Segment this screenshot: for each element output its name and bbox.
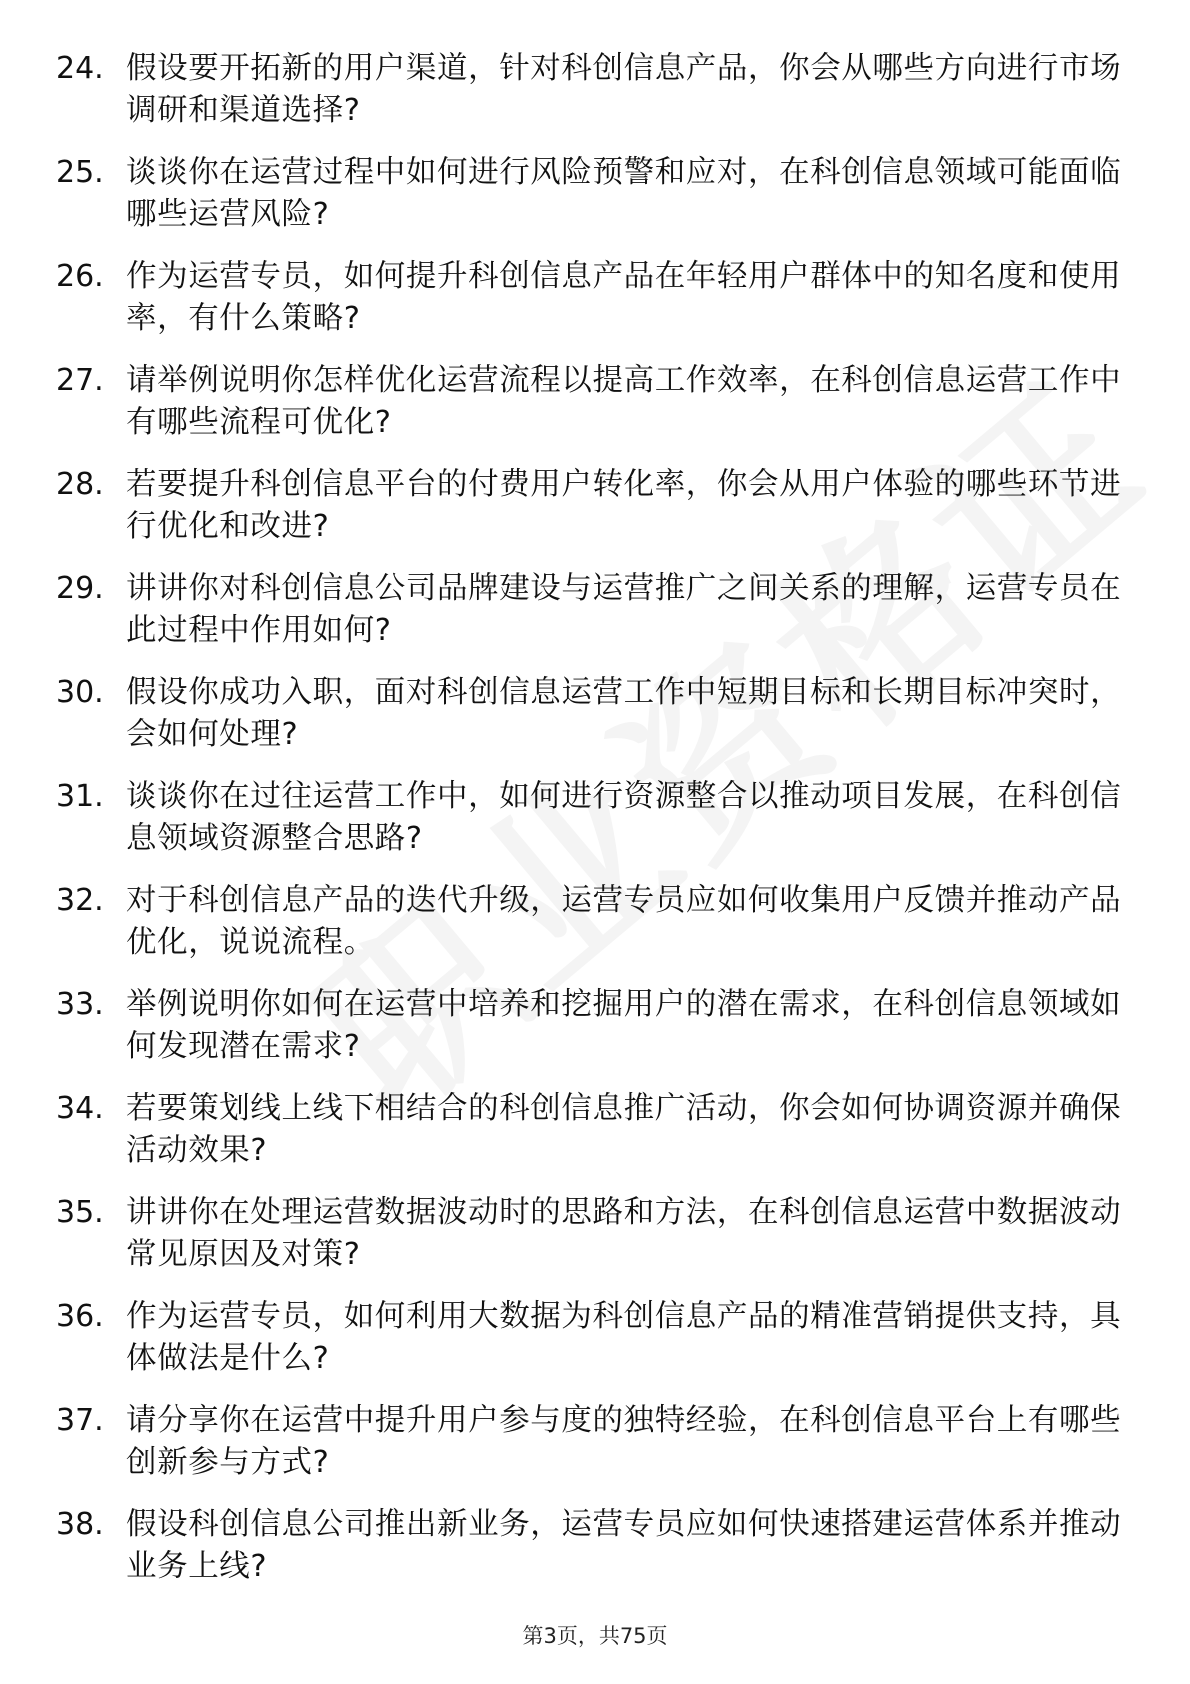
question-text: 谈谈你在运营过程中如何进行风险预警和应对，在科创信息领域可能面临哪些运营风险?: [126, 155, 1122, 232]
question-text: 对于科创信息产品的迭代升级，运营专员应如何收集用户反馈并推动产品优化，说说流程。: [126, 883, 1122, 960]
question-text: 若要提升科创信息平台的付费用户转化率，你会从用户体验的哪些环节进行优化和改进?: [126, 467, 1122, 544]
question-number: 34.: [56, 1091, 104, 1126]
question-text: 请举例说明你怎样优化运营流程以提高工作效率，在科创信息运营工作中有哪些流程可优化?: [126, 363, 1122, 440]
question-text: 作为运营专员，如何利用大数据为科创信息产品的精准营销提供支持，具体做法是什么?: [126, 1299, 1122, 1376]
question-number: 28.: [56, 467, 104, 502]
question-number: 35.: [56, 1195, 104, 1230]
question-item-31: [56, 776, 1136, 860]
question-item-32: [56, 880, 1136, 964]
question-item-25: [56, 152, 1136, 236]
question-text: 讲讲你在处理运营数据波动时的思路和方法，在科创信息运营中数据波动常见原因及对策?: [126, 1195, 1122, 1272]
question-number: 31.: [56, 779, 104, 814]
question-item-36: [56, 1296, 1136, 1380]
question-list: [56, 48, 1136, 1608]
question-number: 30.: [56, 675, 104, 710]
question-item-34: [56, 1088, 1136, 1172]
question-number: 26.: [56, 259, 104, 294]
question-text: 作为运营专员，如何提升科创信息产品在年轻用户群体中的知名度和使用率，有什么策略?: [126, 259, 1122, 336]
page-footer: 第3页，共75页: [522, 1624, 668, 1648]
question-text: 谈谈你在过往运营工作中，如何进行资源整合以推动项目发展，在科创信息领域资源整合思路?: [126, 779, 1122, 856]
question-item-24: [56, 48, 1136, 132]
question-item-26: [56, 256, 1136, 340]
question-number: 29.: [56, 571, 104, 606]
question-item-33: [56, 984, 1136, 1068]
question-number: 27.: [56, 363, 104, 398]
question-number: 24.: [56, 51, 104, 86]
question-text: 举例说明你如何在运营中培养和挖掘用户的潜在需求，在科创信息领域如何发现潜在需求?: [126, 987, 1122, 1064]
question-text: 请分享你在运营中提升用户参与度的独特经验，在科创信息平台上有哪些创新参与方式?: [126, 1403, 1122, 1480]
question-number: 38.: [56, 1507, 104, 1542]
question-item-35: [56, 1192, 1136, 1276]
question-item-38: [56, 1504, 1136, 1588]
question-text: 假设科创信息公司推出新业务，运营专员应如何快速搭建运营体系并推动业务上线?: [126, 1507, 1122, 1584]
question-item-30: [56, 672, 1136, 756]
question-item-27: [56, 360, 1136, 444]
question-text: 讲讲你对科创信息公司品牌建设与运营推广之间关系的理解，运营专员在此过程中作用如何?: [126, 571, 1122, 648]
question-number: 33.: [56, 987, 104, 1022]
question-number: 25.: [56, 155, 104, 190]
question-item-29: [56, 568, 1136, 652]
question-text: 假设要开拓新的用户渠道，针对科创信息产品，你会从哪些方向进行市场调研和渠道选择?: [126, 51, 1122, 128]
question-number: 36.: [56, 1299, 104, 1334]
question-number: 37.: [56, 1403, 104, 1438]
question-text: 若要策划线上线下相结合的科创信息推广活动，你会如何协调资源并确保活动效果?: [126, 1091, 1122, 1168]
question-number: 32.: [56, 883, 104, 918]
question-item-37: [56, 1400, 1136, 1484]
question-text: 假设你成功入职，面对科创信息运营工作中短期目标和长期目标冲突时，会如何处理?: [126, 675, 1122, 752]
question-item-28: [56, 464, 1136, 548]
